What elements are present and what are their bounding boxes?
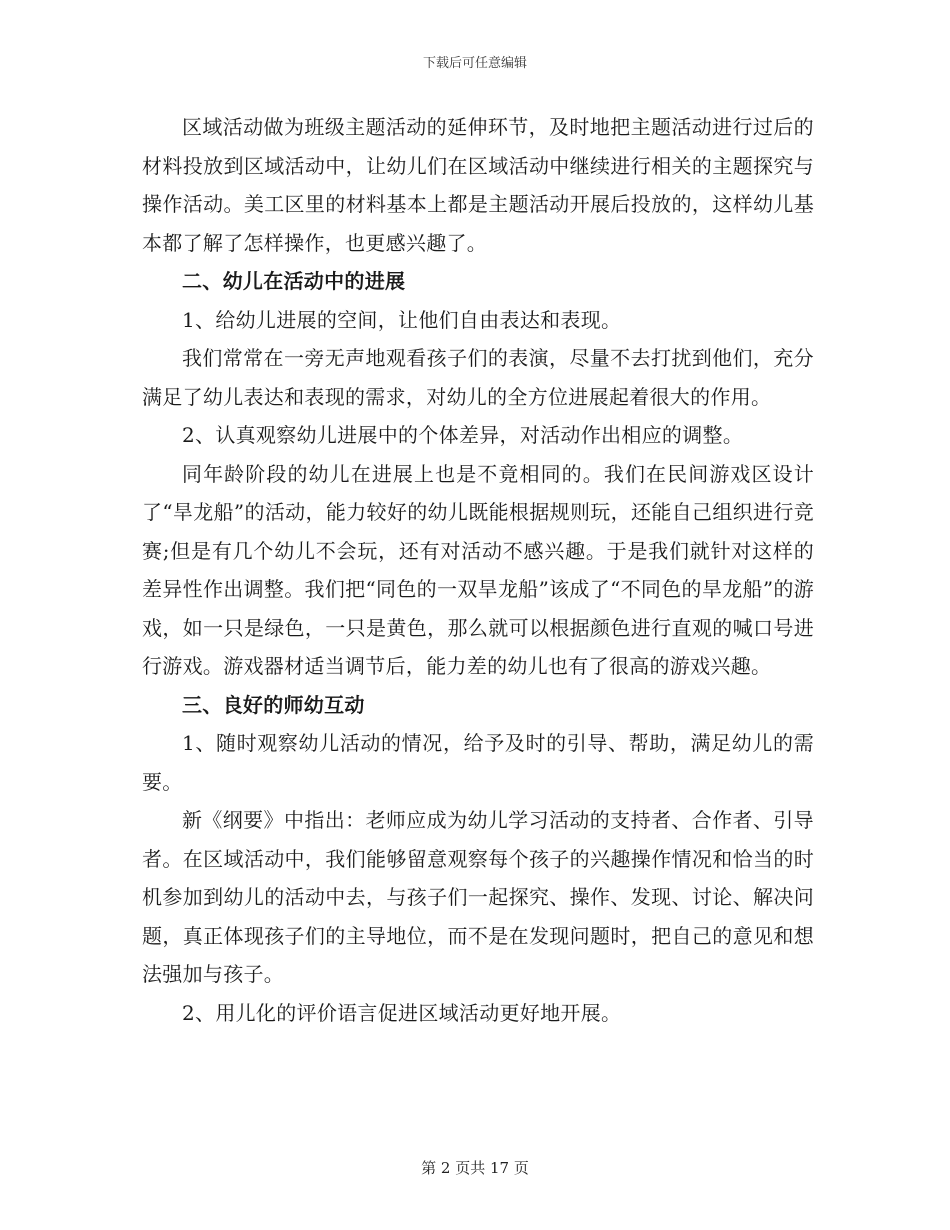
- paragraph-intro: 区域活动做为班级主题活动的延伸环节，及时地把主题活动进行过后的材料投放到区域活动中，让幼儿们在区域活动中继续进行相关的主题探究与操作活动。美工区里的材料基本上都是主题活动开展后投放的，这样幼儿基本都了解了怎样操作，也更感兴趣了。: [142, 115, 814, 255]
- subheading-2-1: 1、给幼儿进展的空间，让他们自由表达和表现。: [182, 307, 622, 332]
- subheading-2-2: 2、认真观察幼儿进展中的个体差异，对活动作出相应的调整。: [182, 423, 744, 447]
- section-heading-3: 三、良好的师幼互动: [182, 692, 365, 717]
- page-number: 第 2 页共 17 页: [421, 1159, 529, 1177]
- section-heading-2: 二、幼儿在活动中的进展: [182, 269, 406, 293]
- document-body: [142, 108, 814, 1032]
- paragraph-2-2: 同年龄阶段的幼儿在进展上也是不竟相同的。我们在民间游戏区设计了“旱龙船”的活动，能力较好的幼儿既能根据规则玩，还能自己组织进行竞赛;但是有几个幼儿不会玩，还有对活动不感兴趣。于是我们就针对这样的差异性作出调整。我们把“同色的一双旱龙船”该成了“不同色的旱龙船”的游戏，如一只是绿色，一只是黄色，那么就可以根据颜色进行直观的喊口号进行游戏。游戏器材适当调节后，能力差的幼儿也有了很高的游戏兴趣。: [142, 461, 814, 678]
- page-header: 下载后可任意编辑: [422, 56, 527, 71]
- subheading-3-2: 2、用儿化的评价语言促进区域活动更好地开展。: [182, 1000, 622, 1025]
- paragraph-3-1: 新《纲要》中指出：老师应成为幼儿学习活动的支持者、合作者、引导者。在区域活动中，我们能够留意观察每个孩子的兴趣操作情况和恰当的时机参加到幼儿的活动中去，与孩子们一起探究、操作、发现、讨论、解决问题，真正体现孩子们的主导地位，而不是在发现问题时，把自己的意见和想法强加与孩子。: [142, 808, 814, 986]
- paragraph-2-1: 我们常常在一旁无声地观看孩子们的表演，尽量不去打扰到他们，充分满足了幼儿表达和表现的需求，对幼儿的全方位进展起着很大的作用。: [142, 346, 814, 409]
- subheading-3-1: 1、随时观察幼儿活动的情况，给予及时的引导、帮助，满足幼儿的需要。: [142, 731, 814, 794]
